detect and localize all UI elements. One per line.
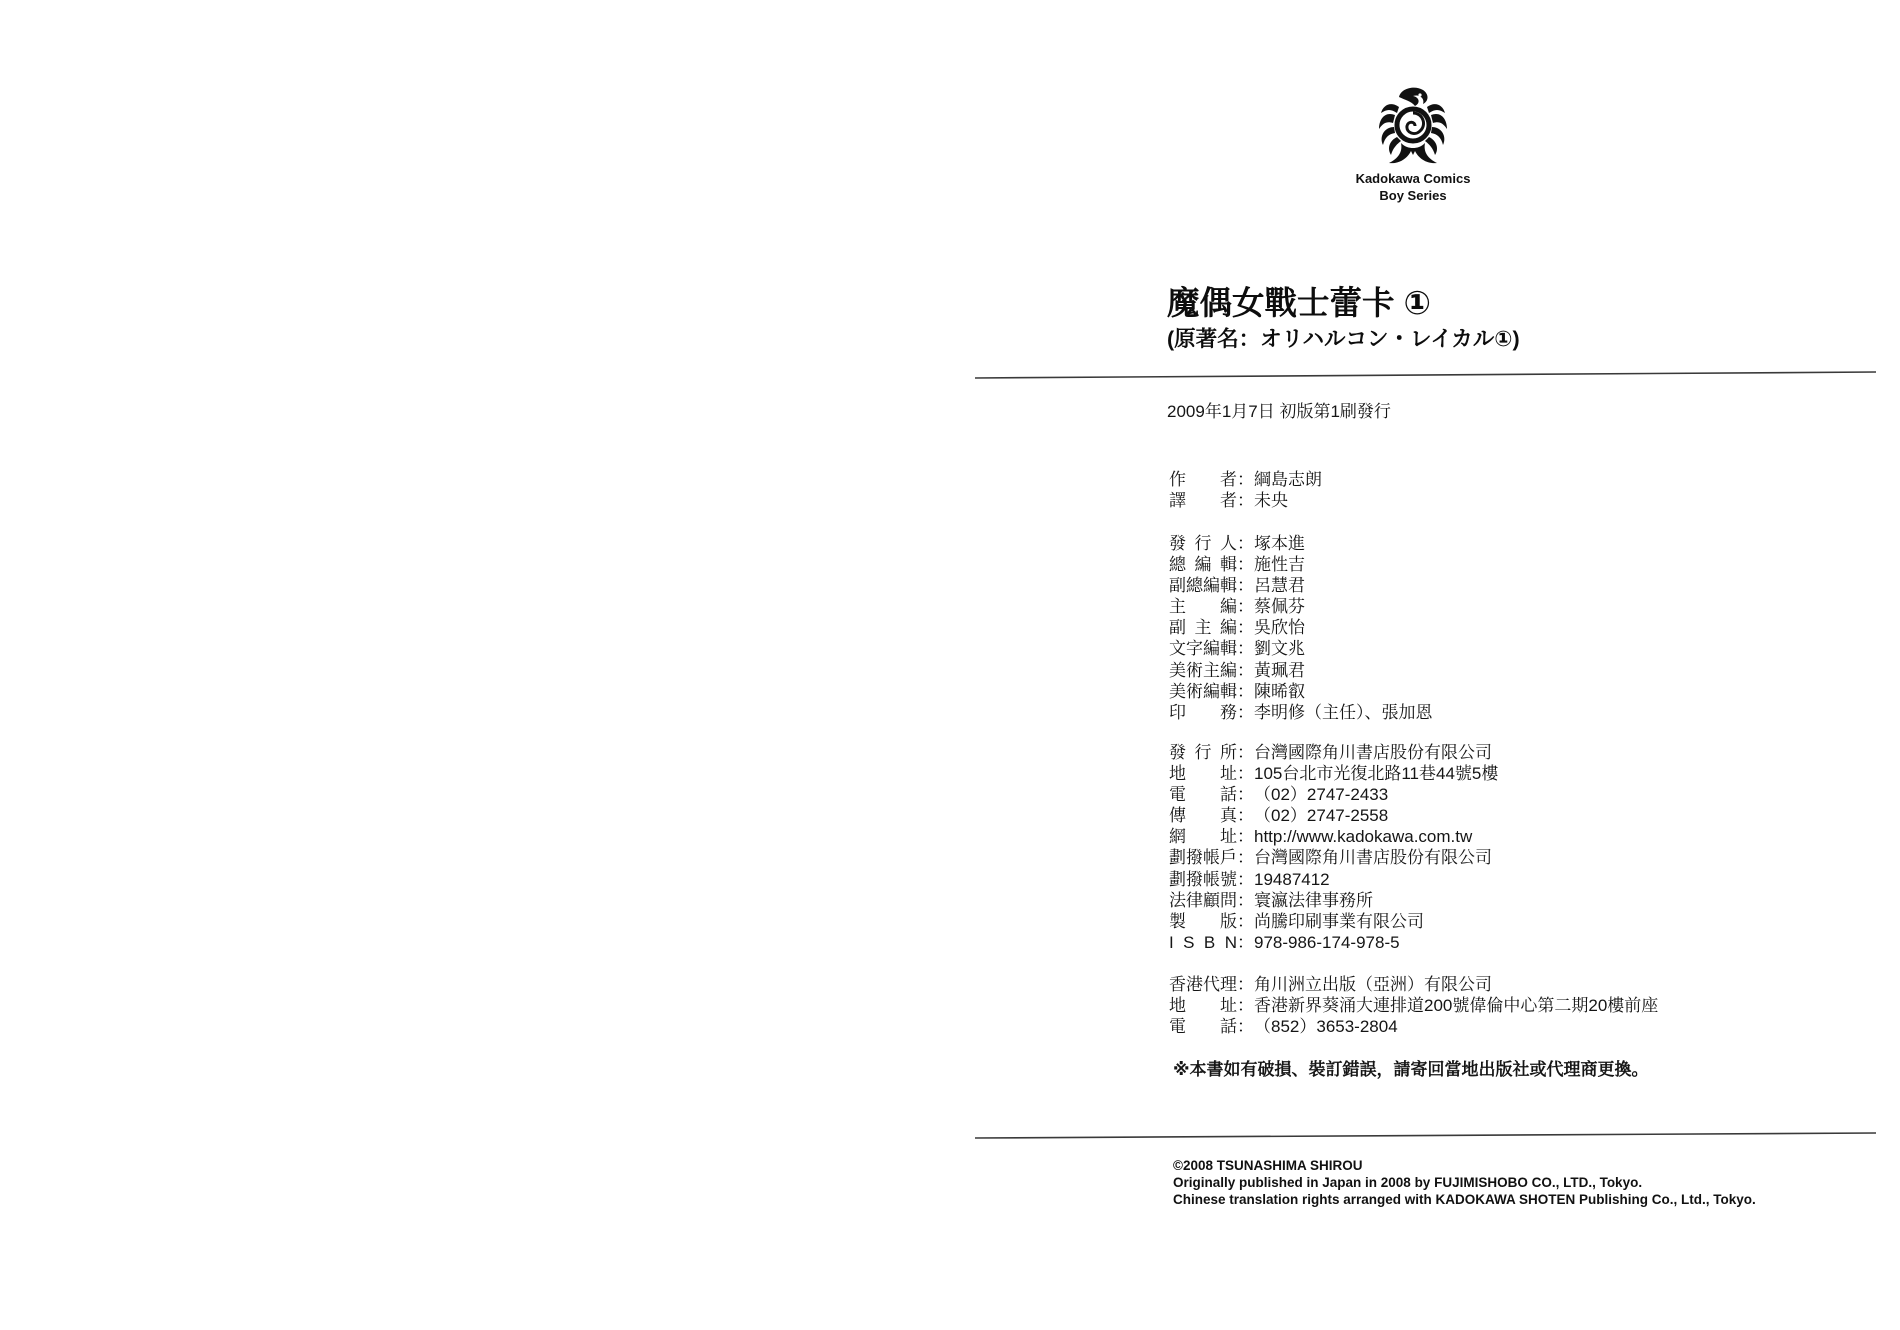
credit-label: 傳 真 [1169, 806, 1237, 826]
credit-separator: ： [1237, 806, 1254, 826]
credit-label: 劃撥帳戶 [1169, 848, 1237, 868]
credit-label: 文字編輯 [1169, 639, 1237, 659]
credits-publisher [1169, 742, 1498, 953]
credit-value: （852）3653-2804 [1254, 1017, 1398, 1037]
credit-separator: ： [1237, 702, 1254, 722]
credit-separator: ： [1237, 743, 1254, 762]
credit-value: 李明修（主任）、張加恩 [1254, 702, 1433, 722]
credit-separator: ： [1237, 555, 1254, 575]
credit-value: 寰瀛法律事務所 [1254, 890, 1373, 910]
credit-row-editor-in-chief [1169, 554, 1433, 575]
credit-label: 製 版 [1169, 911, 1237, 931]
credit-value: 施性吉 [1254, 555, 1305, 575]
credit-value: 劉文兆 [1254, 639, 1305, 659]
credit-separator: ： [1237, 890, 1254, 910]
credit-separator: ： [1237, 618, 1254, 638]
credit-separator: ： [1237, 660, 1254, 680]
credit-row-isbn [1169, 932, 1498, 953]
credit-row-postal-account [1169, 847, 1498, 868]
credit-row-phone [1169, 784, 1498, 805]
credit-row-hk-address [1169, 995, 1658, 1016]
credit-label: 美術主編 [1169, 660, 1237, 680]
credit-label: 香港代理 [1169, 975, 1237, 994]
credit-label: 網 址 [1169, 827, 1237, 847]
phoenix-emblem-icon [1375, 85, 1451, 168]
credit-value: 978-986-174-978-5 [1254, 932, 1400, 952]
edition-date: 2009年1月7日 初版第1刷發行 [1167, 402, 1391, 421]
credit-row-art-director [1169, 660, 1433, 681]
top-rule [975, 372, 1876, 378]
copyright-line: ©2008 TSUNASHIMA SHIROU [1173, 1158, 1363, 1173]
copyright-block [1173, 1158, 1756, 1209]
credit-label: 作 者 [1169, 470, 1237, 489]
credit-value: 角川洲立出版（亞洲）有限公司 [1254, 975, 1492, 994]
credit-value: （02）2747-2558 [1254, 806, 1389, 826]
credit-label: 主 編 [1169, 597, 1237, 617]
credit-separator: ： [1237, 1017, 1254, 1037]
credit-value: 呂慧君 [1254, 576, 1305, 596]
original-title: (原著名：オリハルコン・レイカル①) [1167, 327, 1520, 351]
credit-label: 法律顧問 [1169, 890, 1237, 910]
book-title: 魔偶女戰士蕾卡 ① [1167, 285, 1432, 321]
credit-value: 綱島志朗 [1254, 470, 1322, 489]
credit-separator: ： [1237, 470, 1254, 489]
credit-label: 副總編輯 [1169, 576, 1237, 596]
credit-separator: ： [1237, 576, 1254, 596]
credit-row-art-editor [1169, 681, 1433, 702]
credit-row-address [1169, 763, 1498, 784]
credit-row-hk-phone [1169, 1016, 1658, 1037]
credit-row-publishing-house [1169, 742, 1498, 763]
credit-label: 電 話 [1169, 785, 1237, 805]
credit-row-publisher-person [1169, 533, 1433, 554]
credit-separator: ： [1237, 932, 1254, 952]
credit-row-hk-agent [1169, 974, 1658, 995]
credit-value: 19487412 [1254, 869, 1330, 889]
credit-separator: ： [1237, 827, 1254, 847]
credit-label: 發 行 所 [1169, 743, 1237, 762]
credit-label: 劃撥帳號 [1169, 869, 1237, 889]
credit-label: 譯 者 [1169, 491, 1237, 511]
credit-row-chief-editor [1169, 596, 1433, 617]
credit-value: 未央 [1254, 491, 1288, 511]
credit-value: （02）2747-2433 [1254, 785, 1389, 805]
credit-value: 105台北市光復北路11巷44號5樓 [1254, 764, 1499, 784]
credit-value: 尚騰印刷事業有限公司 [1254, 911, 1424, 931]
credit-label: 副 主 編 [1169, 618, 1237, 638]
credit-row-copy-editor [1169, 638, 1433, 659]
credit-label: 電 話 [1169, 1017, 1237, 1037]
credits-staff [1169, 533, 1433, 723]
credit-row-fax [1169, 805, 1498, 826]
credit-label: I S B N [1169, 932, 1237, 952]
credit-row-deputy-chief-editor [1169, 617, 1433, 638]
credit-separator: ： [1237, 597, 1254, 617]
credit-row-plate-making [1169, 911, 1498, 932]
credit-value: 黃珮君 [1254, 660, 1305, 680]
credit-separator: ： [1237, 491, 1254, 511]
credit-separator: ： [1237, 639, 1254, 659]
credit-label: 印 務 [1169, 702, 1237, 722]
credit-value: 塚本進 [1254, 534, 1305, 553]
credit-separator: ： [1237, 534, 1254, 553]
credit-row-translator [1169, 490, 1322, 511]
imprint-series: Boy Series [1379, 188, 1447, 203]
credit-separator: ： [1237, 975, 1254, 994]
credit-label: 地 址 [1169, 764, 1237, 784]
credit-row-postal-account-number [1169, 869, 1498, 890]
imprint-logo-text [1333, 170, 1493, 204]
credit-label: 總 編 輯 [1169, 555, 1237, 575]
credit-row-printing-affairs [1169, 702, 1433, 723]
credit-row-deputy-editor-in-chief [1169, 575, 1433, 596]
credit-row-website [1169, 826, 1498, 847]
replacement-note: ※本書如有破損、裝訂錯誤，請寄回當地出版社或代理商更換。 [1173, 1060, 1649, 1079]
credit-separator: ： [1237, 785, 1254, 805]
credit-value: 台灣國際角川書店股份有限公司 [1254, 743, 1492, 762]
credit-separator: ： [1237, 764, 1254, 784]
credit-separator: ： [1237, 681, 1254, 701]
original-publication-line: Originally published in Japan in 2008 by FUJIMISHOBO CO., LTD., Tokyo. [1173, 1174, 1643, 1190]
credit-value: 吳欣怡 [1254, 618, 1305, 638]
credit-row-author [1169, 469, 1322, 490]
credit-value: 陳晞叡 [1254, 681, 1305, 701]
credit-separator: ： [1237, 911, 1254, 931]
credit-label: 地 址 [1169, 996, 1237, 1016]
translation-rights-line: Chinese translation rights arranged with KADOKAWA SHOTEN Publishing Co., Ltd., Tokyo. [1173, 1191, 1756, 1207]
imprint-name: Kadokawa Comics [1355, 171, 1471, 186]
credit-value: 台灣國際角川書店股份有限公司 [1254, 848, 1492, 868]
credits-authors [1169, 469, 1322, 511]
credits-hong-kong [1169, 974, 1658, 1037]
credit-value: http://www.kadokawa.com.tw [1254, 827, 1473, 847]
credit-separator: ： [1237, 869, 1254, 889]
credit-label: 美術編輯 [1169, 681, 1237, 701]
credit-value: 蔡佩芬 [1254, 597, 1305, 617]
credit-value: 香港新界葵涌大連排道200號偉倫中心第二期20樓前座 [1254, 996, 1659, 1016]
credit-label: 發 行 人 [1169, 534, 1237, 553]
credit-separator: ： [1237, 848, 1254, 868]
credit-separator: ： [1237, 996, 1254, 1016]
credit-row-legal-counsel [1169, 890, 1498, 911]
bottom-rule [975, 1133, 1876, 1138]
